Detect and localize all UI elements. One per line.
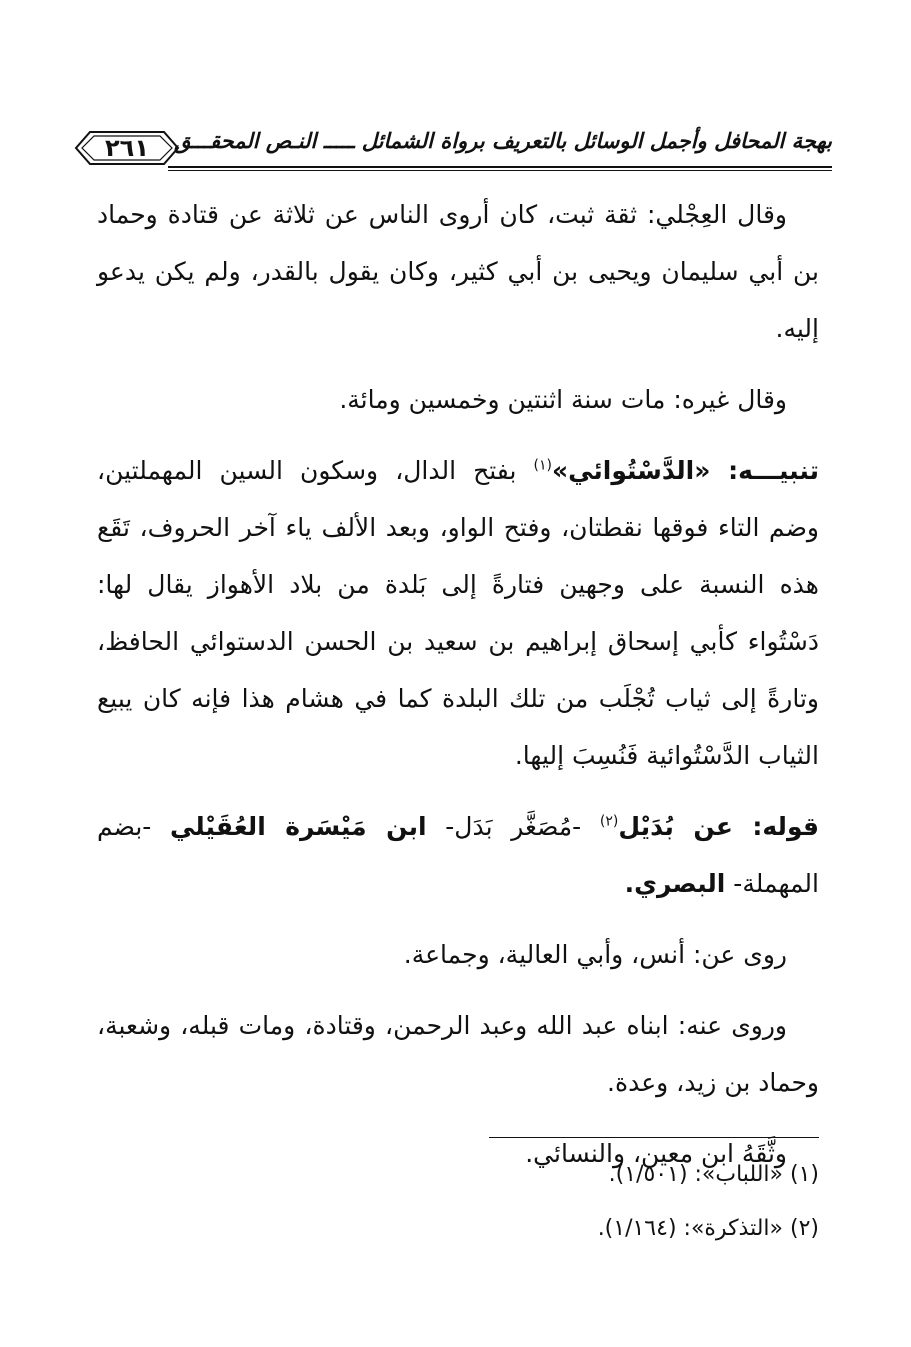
paragraph-narrated-by — [97, 997, 819, 1111]
page-number: ٢٦١ — [105, 134, 149, 162]
paragraph-death-year — [97, 371, 819, 428]
paragraph-ijli — [97, 186, 819, 357]
footnotes — [97, 1148, 819, 1256]
paragraph-budayl — [97, 798, 819, 912]
header-rule — [168, 166, 832, 171]
running-header — [72, 118, 832, 174]
entry-name: ابن مَيْسَرة العُقَيْلي — [170, 812, 427, 841]
tanbih-heading: تنبيـــه: «الدَّسْتُوائي» — [551, 456, 819, 485]
paragraph-text: وقال العِجْلي: ثقة ثبت، كان أروى الناس عن ثلاثة عن قتادة وحماد بن أبي سليمان ويحيى بن أبي كثير، وكان يقول بالقدر، ولم يكن يدعو إليه. — [97, 200, 819, 343]
paragraph-text: -مُصَغَّر بَدَل- — [426, 812, 600, 841]
paragraph-text: وثَّقَهُ ابن معين، والنسائي. — [525, 1139, 787, 1168]
paragraph-text: بفتح الدال، وسكون السين المهملتين، وضم التاء فوقها نقطتان، وفتح الواو، وبعد الألف ياء آخر الحروف، تَقَع هذه النسبة على وجهين فتارةً إلى بَلدة من بلاد الأهواز يقال لها: دَسْتُواء كأبي إسحاق إبراهيم بن سعيد بن الحسن الدستوائي الحافظ، وتارةً إلى ثياب تُجْلَب من تلك البلدة كما في هشام هذا فإنه كان يبيع الثياب الدَّسْتُوائية فَنُسِبَ إليها. — [97, 456, 819, 770]
entry-nisba: البصري. — [624, 869, 726, 898]
paragraph-text: روى عن: أنس، وأبي العالية، وجماعة. — [403, 940, 787, 969]
paragraph-tanbih — [97, 442, 819, 784]
main-text — [97, 186, 819, 1196]
running-header-title: بهجة المحافل وأجمل الوسائل بالتعريف برواة الشمائل ـــــ النـص المحقـــق — [174, 128, 832, 153]
footnote-1: (١) «اللباب»: (١/٥٠١). — [608, 1162, 819, 1187]
footnote-2: (٢) «التذكرة»: (١/١٦٤). — [597, 1216, 819, 1241]
paragraph-text: -بضم المهملة- — [97, 812, 819, 898]
paragraph-text: وقال غيره: مات سنة اثنتين وخمسين ومائة. — [339, 385, 787, 414]
footnote-ref-1: (١) — [533, 457, 552, 474]
paragraph-text: وروى عنه: ابناه عبد الله وعبد الرحمن، وقتادة، ومات قبله، وشعبة، وحماد بن زيد، وعدة. — [97, 1011, 819, 1097]
paragraph-narrated-from — [97, 926, 819, 983]
page-number-badge — [72, 128, 182, 168]
footnote-separator — [489, 1137, 819, 1138]
entry-heading: قوله: عن بُدَيْل — [618, 812, 819, 841]
footnote-ref-2: (٢) — [599, 813, 619, 830]
